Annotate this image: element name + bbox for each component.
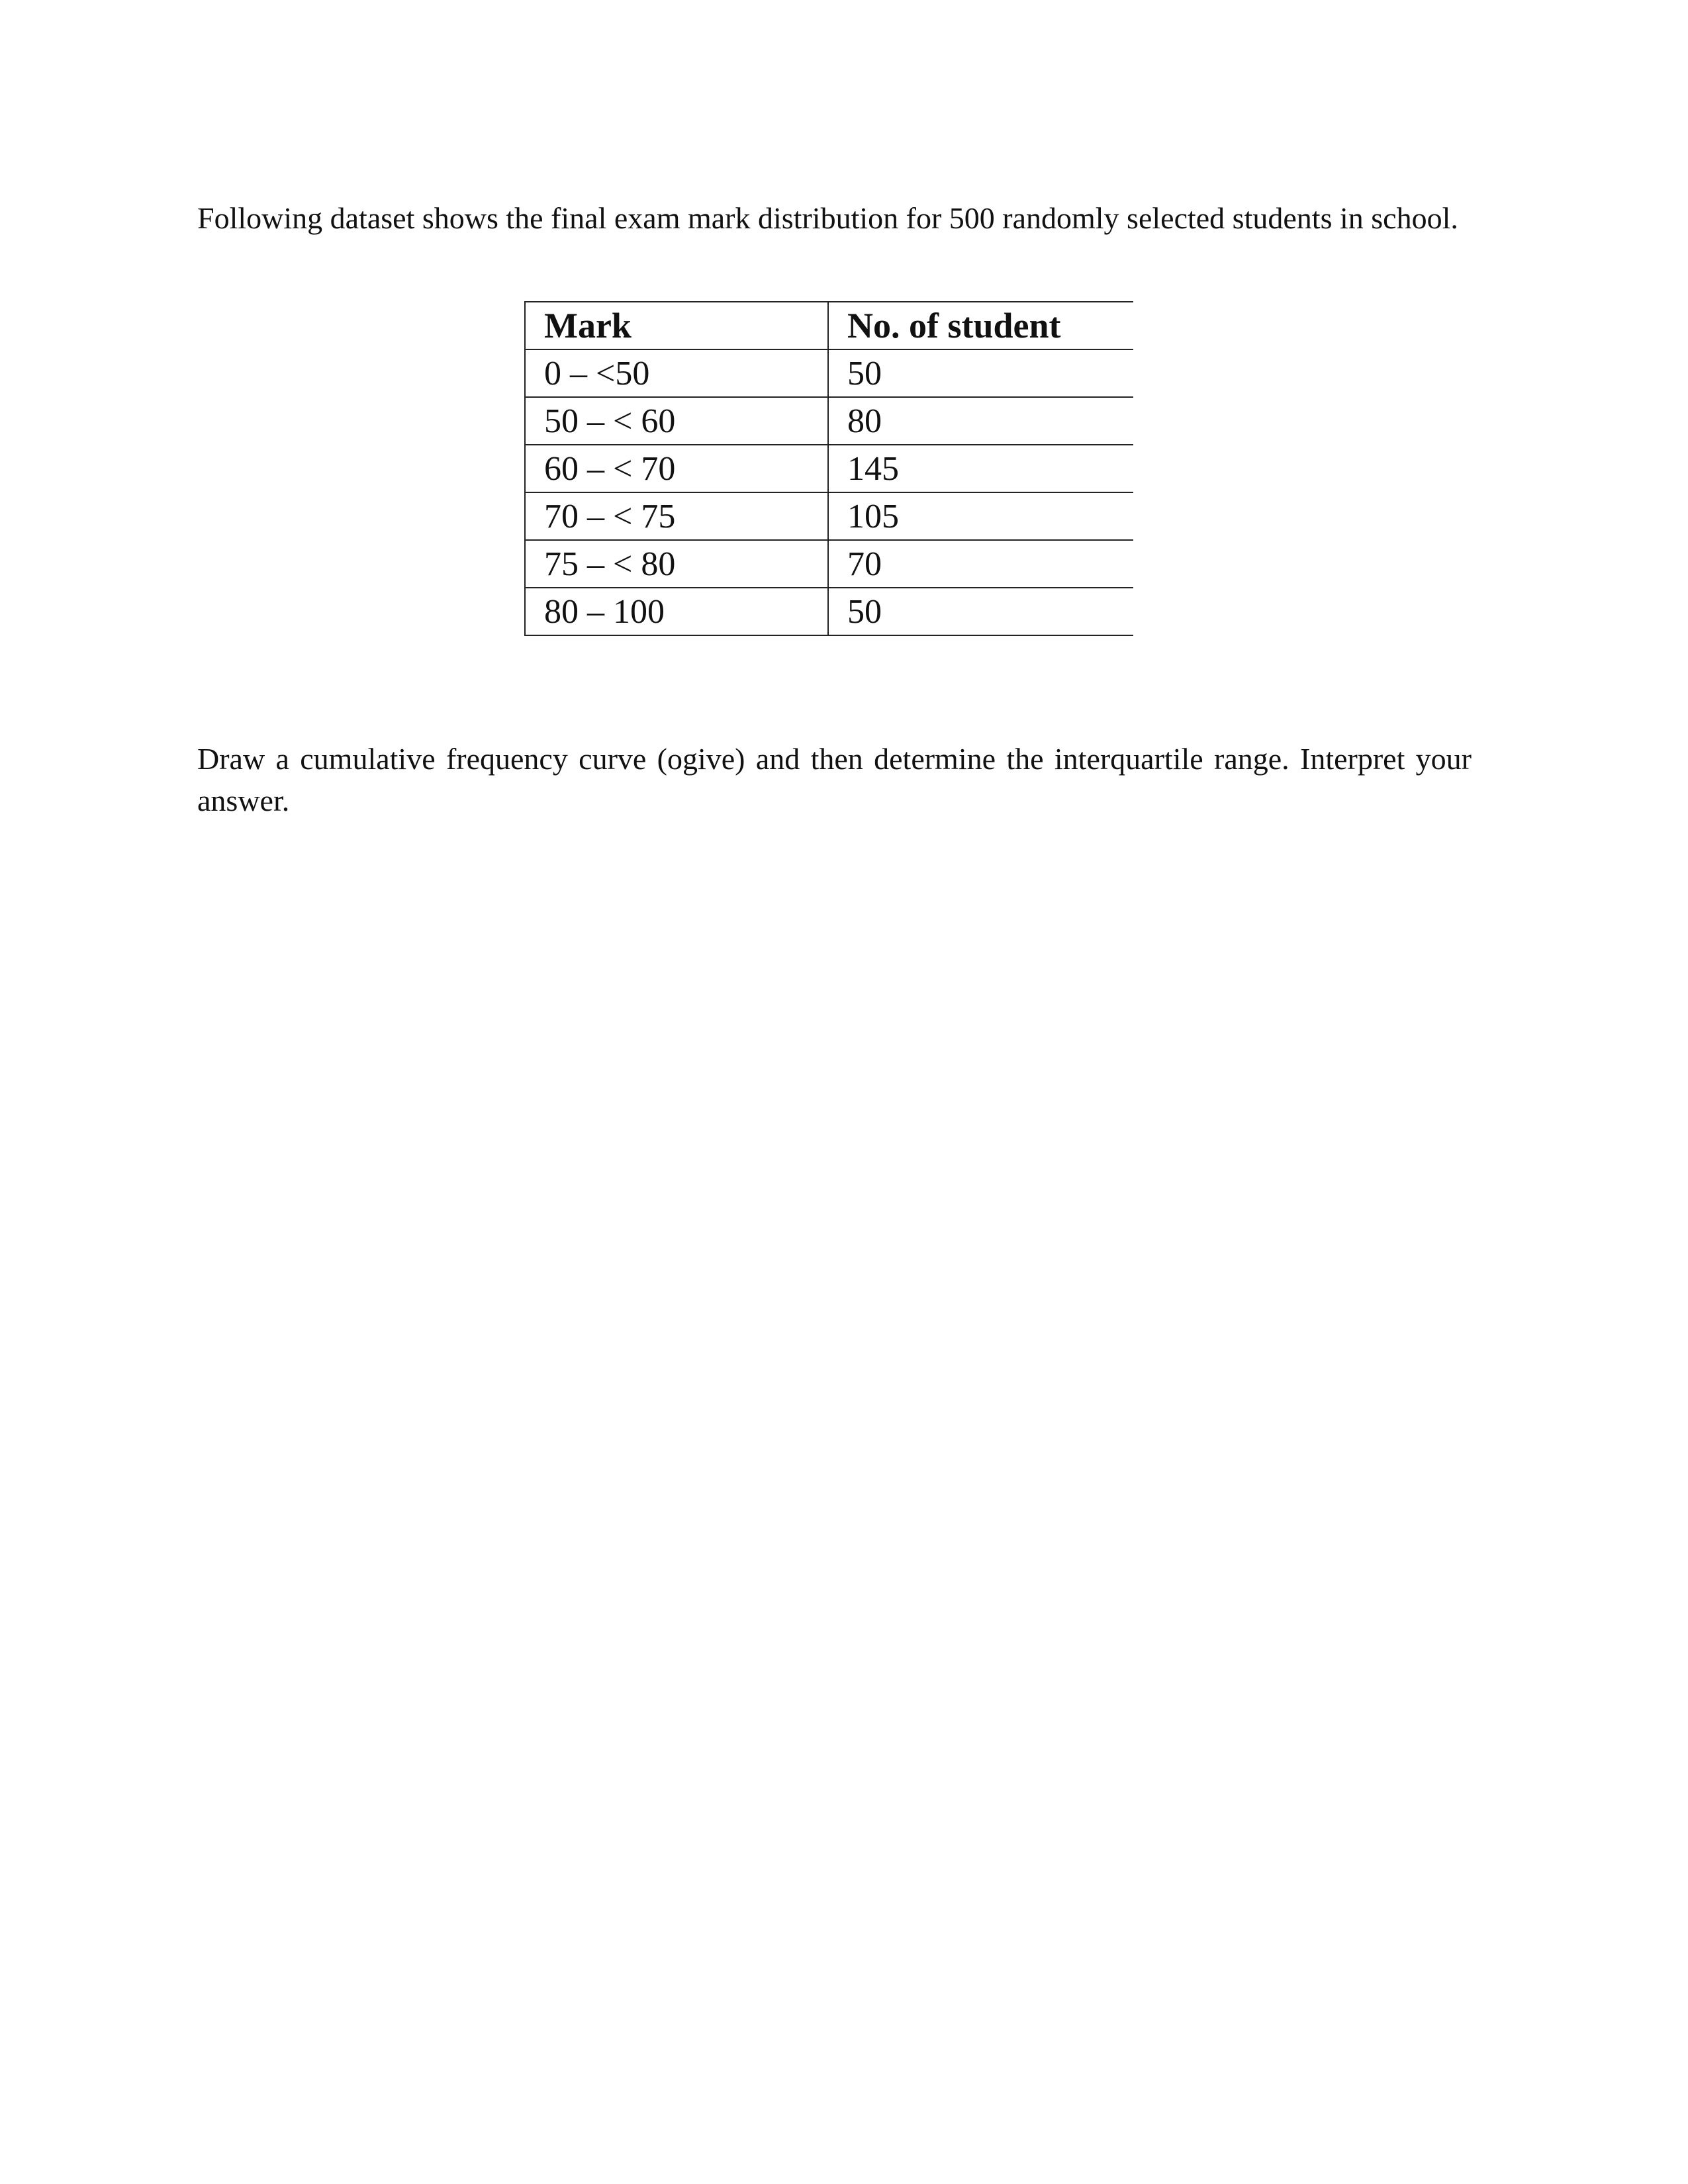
header-student-count: No. of student bbox=[828, 302, 1133, 349]
cell-student-count: 70 bbox=[828, 540, 1133, 588]
table-header-row bbox=[525, 302, 1133, 349]
table-row bbox=[525, 540, 1133, 588]
cell-mark: 75 – < 80 bbox=[525, 540, 828, 588]
mark-distribution-table bbox=[524, 301, 1133, 636]
cell-mark: 80 – 100 bbox=[525, 588, 828, 635]
question-paragraph: Draw a cumulative frequency curve (ogive) and then determine the interquartile range. Interpret your answer. bbox=[197, 742, 1472, 817]
cell-student-count: 50 bbox=[828, 349, 1133, 397]
table-row bbox=[525, 588, 1133, 635]
header-mark: Mark bbox=[525, 302, 828, 349]
table-row bbox=[525, 397, 1133, 445]
cell-student-count: 80 bbox=[828, 397, 1133, 445]
cell-student-count: 50 bbox=[828, 588, 1133, 635]
cell-mark: 70 – < 75 bbox=[525, 492, 828, 540]
table-row bbox=[525, 492, 1133, 540]
table-row bbox=[525, 445, 1133, 492]
cell-mark: 50 – < 60 bbox=[525, 397, 828, 445]
cell-mark: 0 – <50 bbox=[525, 349, 828, 397]
cell-student-count: 105 bbox=[828, 492, 1133, 540]
table-row bbox=[525, 349, 1133, 397]
cell-mark: 60 – < 70 bbox=[525, 445, 828, 492]
intro-paragraph: Following dataset shows the final exam mark distribution for 500 randomly selected students in school. bbox=[197, 201, 1458, 235]
cell-student-count: 145 bbox=[828, 445, 1133, 492]
